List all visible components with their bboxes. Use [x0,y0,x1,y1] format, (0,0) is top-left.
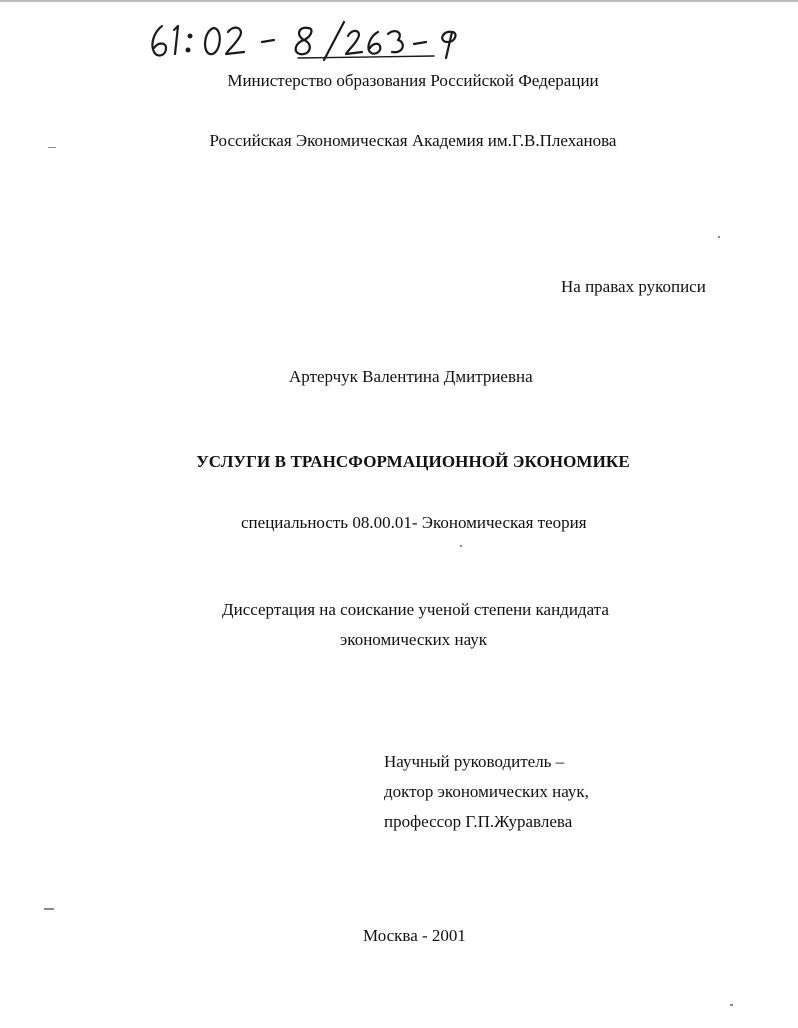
scan-speck [48,147,56,148]
supervisor-name: профессор Г.П.Журавлева [384,812,573,831]
supervisor-role: Научный руководитель – [384,752,565,771]
degree-statement-line-2: экономических наук [340,630,488,649]
manuscript-rights-notice: На правах рукописи [561,277,706,296]
supervisor-block [384,747,589,837]
specialty-line: специальность 08.00.01- Экономическая теория [241,513,587,532]
handwritten-code [148,18,488,62]
scan-speck [718,236,720,238]
supervisor-degree: доктор экономических наук, [384,782,589,801]
academy-line: Российская Экономическая Академия им.Г.В.Плеханова [209,131,617,150]
scan-speck [44,908,54,910]
ministry-line: Министерство образования Российской Федерации [227,71,599,90]
scan-speck [460,545,462,547]
scan-speck [730,1004,733,1006]
scan-edge [0,0,798,2]
degree-statement-line-1: Диссертация на соискание ученой степени кандидата [222,600,609,619]
handwritten-code-drawing [148,18,488,62]
dissertation-title: УСЛУГИ В ТРАНСФОРМАЦИОННОЙ ЭКОНОМИКЕ [196,452,630,471]
city-year: Москва - 2001 [363,926,466,945]
author-name: Артерчук Валентина Дмитриевна [289,367,533,386]
